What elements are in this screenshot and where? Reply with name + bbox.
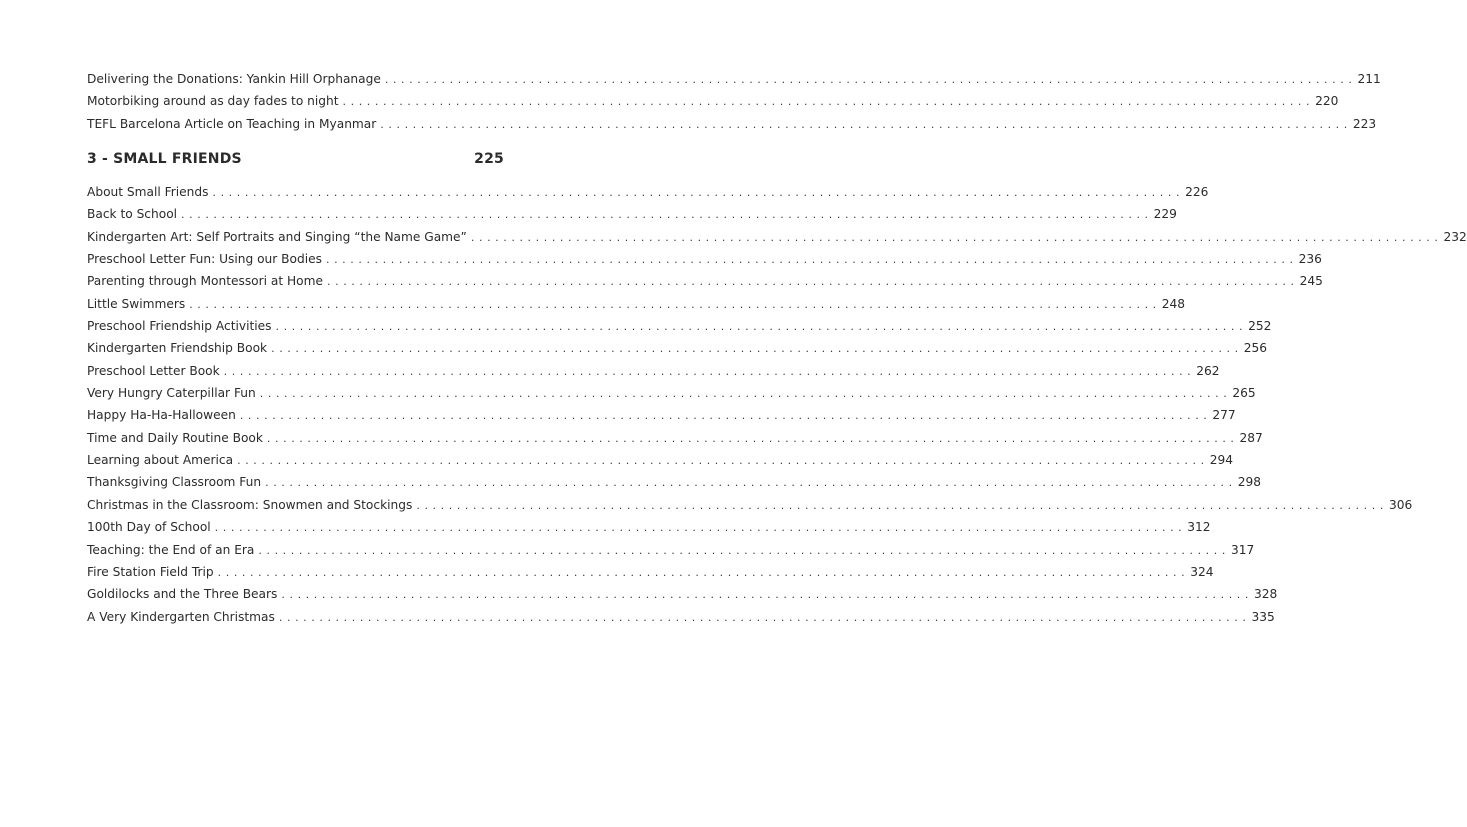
toc-entry[interactable] [87, 360, 1220, 382]
toc-entry-title: About Small Friends [87, 185, 209, 199]
toc-entry-page: 294 [1209, 453, 1233, 468]
toc-entry-title: Little Swimmers [87, 296, 186, 311]
toc-entry[interactable] [87, 382, 1256, 404]
toc-entry-page: 298 [1237, 475, 1261, 490]
toc-entry[interactable] [87, 449, 1233, 471]
toc-entry[interactable] [87, 606, 1275, 628]
toc-entry-title: Christmas in the Classroom: Snowmen and Stockings [87, 497, 413, 512]
toc-entry[interactable] [87, 113, 1377, 135]
toc-entry-page: 324 [1190, 564, 1214, 579]
dot-leader: ........................................................................................................................ [217, 565, 1190, 579]
toc-entry[interactable] [87, 270, 1323, 292]
toc-entry[interactable] [87, 226, 1467, 248]
dot-leader: ........................................................................................................................ [380, 117, 1352, 131]
toc-entry[interactable] [87, 539, 1255, 561]
toc-entry[interactable] [87, 315, 1272, 337]
toc-entry[interactable] [87, 427, 1263, 449]
toc-entry-title: Preschool Letter Book [87, 363, 220, 378]
toc-entry-title: Kindergarten Friendship Book [87, 341, 268, 356]
toc-entry-title: Teaching: the End of an Era [87, 542, 255, 557]
toc-entry-page: 248 [1161, 296, 1186, 311]
toc-entry-title: Learning about America [87, 453, 234, 468]
toc-entry-page: 211 [1357, 72, 1381, 86]
toc-entry-title: Delivering the Donations: Yankin Hill Orphanage [87, 72, 381, 86]
toc-entry-title: Kindergarten Art: Self Portraits and Singing “the Name Game” [87, 229, 467, 244]
toc-entry[interactable] [87, 494, 1413, 516]
toc-entry-title: Thanksgiving Classroom Fun [87, 475, 262, 490]
toc-entry-page: 245 [1299, 274, 1323, 289]
toc-entry-title: Motorbiking around as day fades to night [87, 94, 339, 109]
toc-entry-title: Very Hungry Caterpillar Fun [87, 386, 256, 401]
toc-entry-page: 306 [1388, 497, 1413, 512]
section-page: 225 [474, 151, 504, 167]
toc-list-small-friends [87, 181, 1467, 628]
toc-entry[interactable] [87, 337, 1267, 359]
toc-entry-page: 312 [1187, 520, 1211, 535]
toc-entry[interactable] [87, 68, 1381, 90]
dot-leader: ........................................................................................................................ [259, 387, 1232, 401]
toc-entry[interactable] [87, 203, 1177, 225]
dot-leader: ........................................................................................................................ [325, 253, 1298, 267]
toc-entry[interactable] [87, 471, 1261, 493]
toc-entry[interactable] [87, 516, 1211, 538]
dot-leader: ........................................................................................................................ [239, 409, 1212, 423]
toc-entry-page: 287 [1239, 430, 1263, 445]
toc-entry-title: Back to School [87, 207, 178, 222]
toc-entry[interactable] [87, 404, 1236, 426]
dot-leader: ........................................................................................................................ [237, 454, 1209, 468]
toc-entry[interactable] [87, 90, 1339, 112]
dot-leader: ........................................................................................................................ [265, 476, 1237, 490]
toc-entry-title: A Very Kindergarten Christmas [87, 609, 275, 624]
dot-leader: ........................................................................................................................ [275, 320, 1248, 334]
section-heading[interactable] [87, 151, 504, 167]
toc-entry-title: Preschool Letter Fun: Using our Bodies [87, 252, 322, 267]
toc-entry-page: 232 [1443, 229, 1467, 244]
dot-leader: ........................................................................................................................ [281, 588, 1253, 602]
dot-leader: ........................................................................................................................ [223, 364, 1196, 378]
section-title: 3 - SMALL FRIENDS [87, 151, 242, 167]
toc-entry[interactable] [87, 583, 1278, 605]
toc-entry-title: TEFL Barcelona Article on Teaching in Myanmar [87, 116, 377, 131]
toc-entry-title: Preschool Friendship Activities [87, 319, 272, 334]
toc-entry-page: 226 [1185, 185, 1209, 199]
dot-leader: ........................................................................................................................ [271, 342, 1243, 356]
dot-leader: ........................................................................................................................ [327, 275, 1299, 289]
dot-leader: ........................................................................................................................ [266, 431, 1239, 445]
dot-leader: ........................................................................................................................ [384, 73, 1357, 86]
dot-leader: ........................................................................................................................ [189, 297, 1161, 311]
toc-entry-page: 317 [1230, 542, 1255, 557]
toc-entry-title: Parenting through Montessori at Home [87, 274, 324, 289]
toc-list-previous-section [87, 68, 1381, 135]
toc-entry-page: 229 [1153, 207, 1177, 222]
toc-entry-page: 236 [1298, 252, 1322, 267]
toc-entry-title: 100th Day of School [87, 520, 211, 535]
dot-leader: ........................................................................................................................ [278, 610, 1251, 624]
dot-leader: ........................................................................................................................ [342, 95, 1315, 109]
toc-entry-page: 223 [1352, 116, 1377, 131]
toc-entry-title: Time and Daily Routine Book [87, 430, 263, 445]
toc-entry-page: 277 [1212, 408, 1236, 423]
toc-entry[interactable] [87, 248, 1322, 270]
toc-entry-page: 328 [1253, 587, 1278, 602]
toc-entry-title: Fire Station Field Trip [87, 564, 214, 579]
toc-entry-page: 252 [1248, 319, 1272, 334]
dot-leader: ........................................................................................................................ [258, 543, 1230, 557]
dot-leader: ........................................................................................................................ [212, 186, 1185, 199]
toc-entry-title: Goldilocks and the Three Bears [87, 587, 278, 602]
dot-leader: ........................................................................................................................ [181, 208, 1153, 222]
toc-entry[interactable] [87, 561, 1214, 583]
toc-entry-page: 265 [1232, 386, 1256, 401]
toc-entry-page: 256 [1243, 341, 1267, 356]
dot-leader: ........................................................................................................................ [470, 230, 1443, 244]
toc-entry-title: Happy Ha-Ha-Halloween [87, 408, 236, 423]
toc-entry-page: 335 [1251, 609, 1275, 624]
dot-leader: ........................................................................................................................ [416, 498, 1388, 512]
toc-entry-page: 262 [1196, 363, 1220, 378]
toc-entry[interactable] [87, 181, 1209, 203]
toc-entry-page: 220 [1315, 94, 1339, 109]
toc-entry[interactable] [87, 293, 1186, 315]
dot-leader: ........................................................................................................................ [214, 521, 1187, 535]
